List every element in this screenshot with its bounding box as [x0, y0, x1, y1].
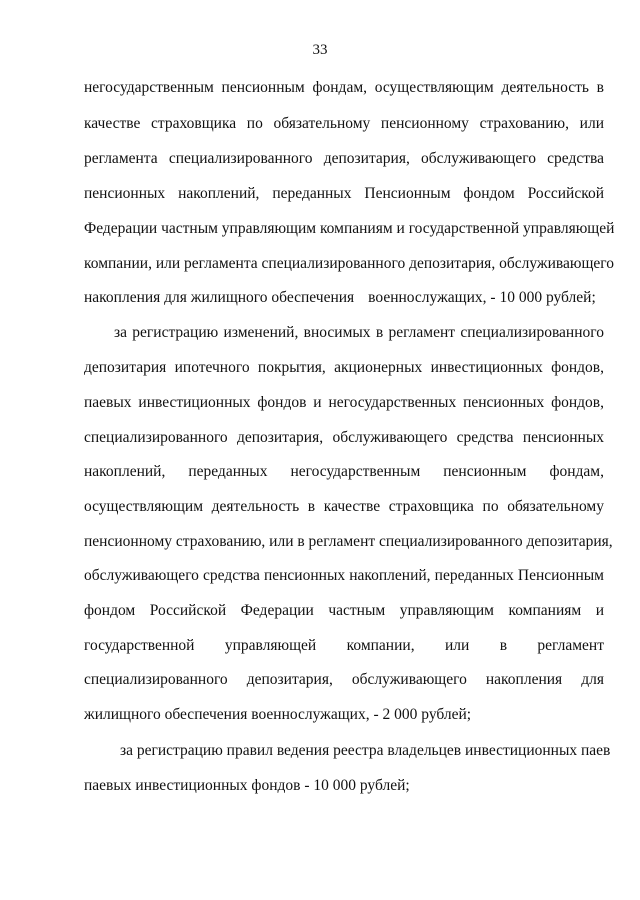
text-line: обслуживающего средства пенсионных накоплений, переданных Пенсионным	[84, 567, 604, 584]
text-line: качестве страховщика по обязательному пенсионному страхованию, или	[84, 115, 604, 132]
text-line: пенсионных накоплений, переданных Пенсионным фондом Российской	[84, 185, 604, 202]
text-line: паевых инвестиционных фондов - 10 000 рублей;	[84, 777, 410, 794]
text-line: за регистрацию изменений, вносимых в регламент специализированного	[114, 324, 604, 341]
text-line: осуществляющим деятельность в качестве страховщика по обязательному	[84, 498, 604, 515]
text-line: Федерации частным управляющим компаниям и государственной управляющей	[84, 220, 615, 237]
text-line: накоплений, переданных негосударственным пенсионным фондам,	[84, 463, 604, 480]
page-number: 33	[312, 42, 328, 58]
text-line	[84, 288, 604, 308]
text-line: паевых инвестиционных фондов и негосударственных пенсионных фондов,	[84, 394, 604, 411]
text-line: негосударственным пенсионным фондам, осуществляющим деятельность в	[84, 79, 604, 96]
text-line: за регистрацию правил ведения реестра владельцев инвестиционных паев	[120, 742, 611, 759]
text-fragment: накопления для жилищного обеспечения	[84, 289, 355, 306]
text-line: фондом Российской Федерации частным управляющим компаниям и	[84, 602, 604, 619]
text-fragment: военнослужащих, - 10 000 рублей;	[368, 289, 596, 306]
text-line: пенсионному страхованию, или в регламент специализированного депозитария,	[84, 533, 613, 550]
text-line: компании, или регламента специализированного депозитария, обслуживающего	[84, 255, 614, 272]
text-line: депозитария ипотечного покрытия, акционерных инвестиционных фондов,	[84, 359, 604, 376]
text-line: государственной управляющей компании, или в регламент	[84, 637, 604, 654]
text-line: специализированного депозитария, обслуживающего средства пенсионных	[84, 429, 604, 446]
text-line: жилищного обеспечения военнослужащих, - 2 000 рублей;	[84, 706, 472, 723]
text-line: регламента специализированного депозитария, обслуживающего средства	[84, 150, 604, 167]
text-line: специализированного депозитария, обслуживающего накопления для	[84, 671, 604, 688]
